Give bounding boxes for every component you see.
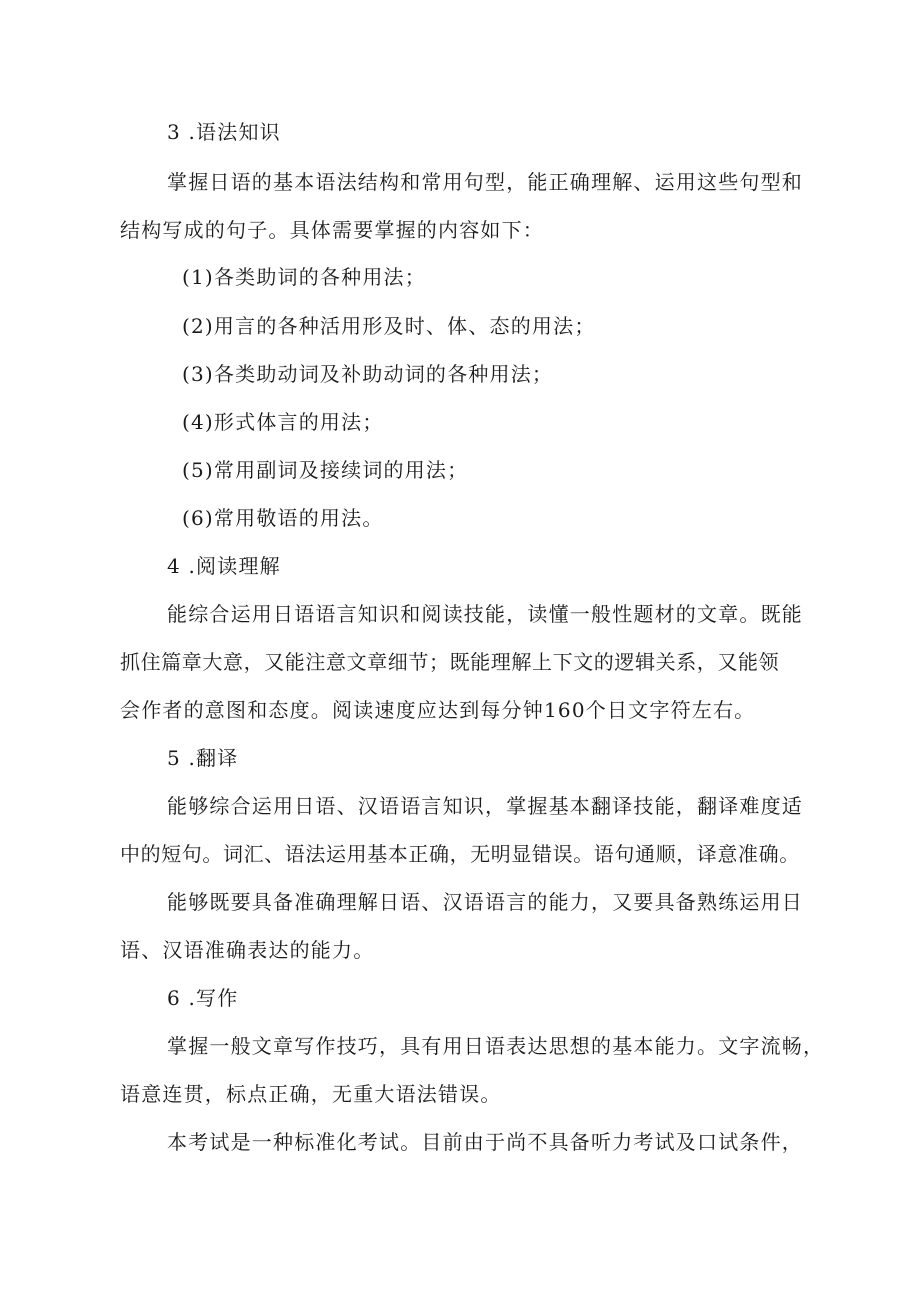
section-5-paragraph-2-line-2: 语、汉语准确表达的能力。 xyxy=(120,938,375,962)
section-5-paragraph-1-line-1: 能够综合运用日语、汉语语言知识，掌握基本翻译技能，翻译难度适 xyxy=(167,794,803,818)
section-6-line-2: 语意连贯，标点正确，无重大语法错误。 xyxy=(120,1082,502,1106)
section-5-paragraph-2-line-1: 能够既要具备准确理解日语、汉语语言的能力，又要具备熟练运用日 xyxy=(167,890,803,914)
section-3-intro-line-2: 结构写成的句子。具体需要掌握的内容如下： xyxy=(120,218,544,242)
section-3-item-3: (3)各类助动词及补助动词的各种用法； xyxy=(182,362,554,386)
section-3-item-5: (5)常用副词及接续词的用法； xyxy=(182,458,469,482)
section-3-intro-line-1: 掌握日语的基本语法结构和常用句型，能正确理解、运用这些句型和 xyxy=(167,170,803,194)
section-3-item-1: (1)各类助词的各种用法； xyxy=(182,265,426,289)
section-5-paragraph-1-line-2: 中的短句。词汇、语法运用基本正确，无明显错误。语句通顺，译意准确。 xyxy=(120,842,800,866)
section-4-line-1: 能综合运用日语语言知识和阅读技能，读懂一般性题材的文章。既能 xyxy=(167,602,803,626)
section-6-heading: 6 .写作 xyxy=(167,986,239,1010)
section-4-heading: 4 .阅读理解 xyxy=(167,554,281,578)
closing-line-1: 本考试是一种标准化考试。目前由于尚不具备听力考试及口试条件， xyxy=(167,1130,803,1154)
section-6-line-1: 掌握一般文章写作技巧，具有用日语表达思想的基本能力。文字流畅， xyxy=(167,1034,825,1058)
section-3-item-4: (4)形式体言的用法； xyxy=(182,410,384,434)
section-5-heading: 5 .翻译 xyxy=(167,746,239,770)
section-4-line-3: 会作者的意图和态度。阅读速度应达到每分钟160个日文字符左右。 xyxy=(120,698,756,722)
section-3-item-2: (2)用言的各种活用形及时、体、态的用法； xyxy=(182,314,596,338)
section-4-line-2: 抓住篇章大意，又能注意文章细节；既能理解上下文的逻辑关系，又能领 xyxy=(120,650,780,674)
section-3-item-6: (6)常用敬语的用法。 xyxy=(182,506,384,530)
section-3-heading: 3 .语法知识 xyxy=(167,120,281,144)
